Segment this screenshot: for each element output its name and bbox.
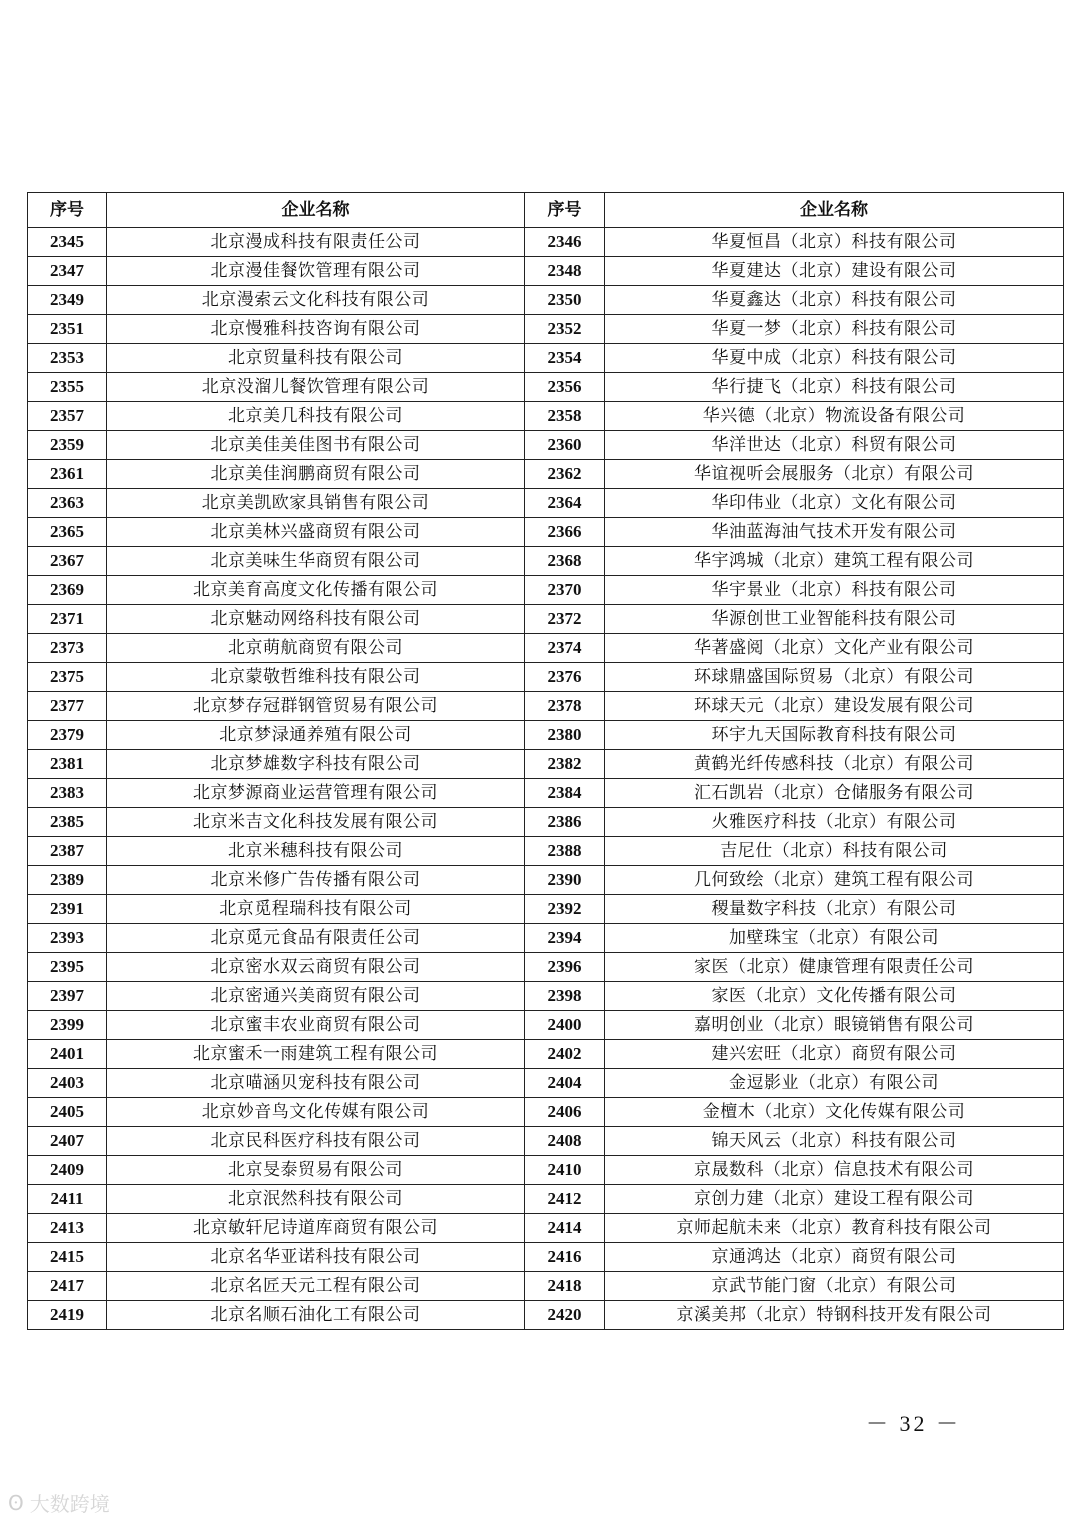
serial-right-cell: 2374 xyxy=(525,634,605,663)
company-left-cell: 北京梦渌通养殖有限公司 xyxy=(107,721,525,750)
table-row xyxy=(28,605,1064,634)
company-left-cell: 北京美几科技有限公司 xyxy=(107,402,525,431)
serial-right-cell: 2366 xyxy=(525,518,605,547)
serial-left-cell: 2403 xyxy=(28,1069,107,1098)
serial-left-cell: 2351 xyxy=(28,315,107,344)
serial-left-cell: 2395 xyxy=(28,953,107,982)
serial-right-cell: 2404 xyxy=(525,1069,605,1098)
company-left-cell: 北京美味生华商贸有限公司 xyxy=(107,547,525,576)
company-left-cell: 北京名匠天元工程有限公司 xyxy=(107,1272,525,1301)
company-right-cell: 家医（北京）健康管理有限责任公司 xyxy=(605,953,1064,982)
table-row xyxy=(28,431,1064,460)
company-right-cell: 火雅医疗科技（北京）有限公司 xyxy=(605,808,1064,837)
table-row xyxy=(28,982,1064,1011)
serial-right-cell: 2414 xyxy=(525,1214,605,1243)
serial-right-cell: 2350 xyxy=(525,286,605,315)
serial-left-cell: 2419 xyxy=(28,1301,107,1330)
company-right-cell: 环球天元（北京）建设发展有限公司 xyxy=(605,692,1064,721)
company-left-cell: 北京美林兴盛商贸有限公司 xyxy=(107,518,525,547)
serial-left-cell: 2381 xyxy=(28,750,107,779)
company-right-cell: 华印伟业（北京）文化有限公司 xyxy=(605,489,1064,518)
serial-right-cell: 2416 xyxy=(525,1243,605,1272)
table-row xyxy=(28,808,1064,837)
table-row xyxy=(28,779,1064,808)
table-row xyxy=(28,1156,1064,1185)
company-left-cell: 北京美佳润鹏商贸有限公司 xyxy=(107,460,525,489)
serial-left-cell: 2377 xyxy=(28,692,107,721)
serial-left-cell: 2387 xyxy=(28,837,107,866)
company-right-cell: 稷量数字科技（北京）有限公司 xyxy=(605,895,1064,924)
serial-left-cell: 2353 xyxy=(28,344,107,373)
table-row xyxy=(28,1272,1064,1301)
company-right-cell: 建兴宏旺（北京）商贸有限公司 xyxy=(605,1040,1064,1069)
table-row xyxy=(28,721,1064,750)
serial-left-cell: 2371 xyxy=(28,605,107,634)
serial-left-cell: 2349 xyxy=(28,286,107,315)
serial-right-cell: 2368 xyxy=(525,547,605,576)
serial-left-cell: 2361 xyxy=(28,460,107,489)
company-left-cell: 北京名顺石油化工有限公司 xyxy=(107,1301,525,1330)
company-right-cell: 华源创世工业智能科技有限公司 xyxy=(605,605,1064,634)
table-row xyxy=(28,924,1064,953)
serial-left-cell: 2413 xyxy=(28,1214,107,1243)
weibo-logo-icon: ʘ xyxy=(8,1490,24,1515)
table-row xyxy=(28,402,1064,431)
company-right-cell: 金檀木（北京）文化传媒有限公司 xyxy=(605,1098,1064,1127)
table-row xyxy=(28,1098,1064,1127)
table-row xyxy=(28,866,1064,895)
serial-right-cell: 2346 xyxy=(525,228,605,257)
company-right-cell: 锦天风云（北京）科技有限公司 xyxy=(605,1127,1064,1156)
company-right-cell: 华兴德（北京）物流设备有限公司 xyxy=(605,402,1064,431)
serial-right-cell: 2386 xyxy=(525,808,605,837)
table-row xyxy=(28,692,1064,721)
company-right-cell: 京师起航未来（北京）教育科技有限公司 xyxy=(605,1214,1064,1243)
header-serial-right: 序号 xyxy=(525,193,605,228)
serial-left-cell: 2417 xyxy=(28,1272,107,1301)
page-number: － 32 － xyxy=(866,1411,962,1436)
serial-right-cell: 2384 xyxy=(525,779,605,808)
company-left-cell: 北京没溜儿餐饮管理有限公司 xyxy=(107,373,525,402)
company-left-cell: 北京漫佳餐饮管理有限公司 xyxy=(107,257,525,286)
table-row xyxy=(28,1069,1064,1098)
serial-left-cell: 2383 xyxy=(28,779,107,808)
serial-right-cell: 2400 xyxy=(525,1011,605,1040)
table-row xyxy=(28,576,1064,605)
table-row xyxy=(28,837,1064,866)
table-row xyxy=(28,315,1064,344)
company-right-cell: 华谊视听会展服务（北京）有限公司 xyxy=(605,460,1064,489)
table-row xyxy=(28,663,1064,692)
company-right-cell: 嘉明创业（北京）眼镜销售有限公司 xyxy=(605,1011,1064,1040)
serial-right-cell: 2364 xyxy=(525,489,605,518)
company-right-cell: 华夏中成（北京）科技有限公司 xyxy=(605,344,1064,373)
company-right-cell: 环宇九天国际教育科技有限公司 xyxy=(605,721,1064,750)
serial-left-cell: 2357 xyxy=(28,402,107,431)
serial-right-cell: 2392 xyxy=(525,895,605,924)
table-row xyxy=(28,1040,1064,1069)
table-header-row xyxy=(28,193,1064,228)
company-left-cell: 北京密水双云商贸有限公司 xyxy=(107,953,525,982)
serial-right-cell: 2390 xyxy=(525,866,605,895)
serial-right-cell: 2352 xyxy=(525,315,605,344)
serial-right-cell: 2362 xyxy=(525,460,605,489)
company-left-cell: 北京漫成科技有限责任公司 xyxy=(107,228,525,257)
company-left-cell: 北京米吉文化科技发展有限公司 xyxy=(107,808,525,837)
serial-left-cell: 2379 xyxy=(28,721,107,750)
serial-left-cell: 2385 xyxy=(28,808,107,837)
company-right-cell: 华夏鑫达（北京）科技有限公司 xyxy=(605,286,1064,315)
table-row xyxy=(28,1011,1064,1040)
serial-left-cell: 2407 xyxy=(28,1127,107,1156)
company-left-cell: 北京漫索云文化科技有限公司 xyxy=(107,286,525,315)
company-right-cell: 加壁珠宝（北京）有限公司 xyxy=(605,924,1064,953)
serial-right-cell: 2420 xyxy=(525,1301,605,1330)
serial-right-cell: 2372 xyxy=(525,605,605,634)
company-left-cell: 北京梦雄数字科技有限公司 xyxy=(107,750,525,779)
serial-right-cell: 2380 xyxy=(525,721,605,750)
serial-left-cell: 2389 xyxy=(28,866,107,895)
table-row xyxy=(28,1214,1064,1243)
serial-right-cell: 2398 xyxy=(525,982,605,1011)
company-left-cell: 北京觅程瑞科技有限公司 xyxy=(107,895,525,924)
serial-right-cell: 2402 xyxy=(525,1040,605,1069)
serial-right-cell: 2396 xyxy=(525,953,605,982)
company-left-cell: 北京旻泰贸易有限公司 xyxy=(107,1156,525,1185)
table-row xyxy=(28,286,1064,315)
serial-left-cell: 2359 xyxy=(28,431,107,460)
company-left-cell: 北京蜜丰农业商贸有限公司 xyxy=(107,1011,525,1040)
table-row xyxy=(28,257,1064,286)
serial-right-cell: 2412 xyxy=(525,1185,605,1214)
company-left-cell: 北京美凯欧家具销售有限公司 xyxy=(107,489,525,518)
company-left-cell: 北京梦存冠群钢管贸易有限公司 xyxy=(107,692,525,721)
company-right-cell: 华油蓝海油气技术开发有限公司 xyxy=(605,518,1064,547)
serial-right-cell: 2410 xyxy=(525,1156,605,1185)
company-right-cell: 京通鸿达（北京）商贸有限公司 xyxy=(605,1243,1064,1272)
serial-left-cell: 2397 xyxy=(28,982,107,1011)
serial-left-cell: 2369 xyxy=(28,576,107,605)
company-left-cell: 北京民科医疗科技有限公司 xyxy=(107,1127,525,1156)
serial-right-cell: 2388 xyxy=(525,837,605,866)
serial-right-cell: 2382 xyxy=(525,750,605,779)
serial-right-cell: 2360 xyxy=(525,431,605,460)
table-row xyxy=(28,895,1064,924)
company-left-cell: 北京密通兴美商贸有限公司 xyxy=(107,982,525,1011)
table-row xyxy=(28,634,1064,663)
company-left-cell: 北京蜜禾一雨建筑工程有限公司 xyxy=(107,1040,525,1069)
table-row xyxy=(28,460,1064,489)
company-right-cell: 京晟数科（北京）信息技术有限公司 xyxy=(605,1156,1064,1185)
table-row xyxy=(28,228,1064,257)
serial-left-cell: 2345 xyxy=(28,228,107,257)
serial-right-cell: 2370 xyxy=(525,576,605,605)
table-row xyxy=(28,547,1064,576)
table-row xyxy=(28,953,1064,982)
serial-right-cell: 2394 xyxy=(525,924,605,953)
table-row xyxy=(28,373,1064,402)
serial-left-cell: 2405 xyxy=(28,1098,107,1127)
header-serial-left: 序号 xyxy=(28,193,107,228)
company-right-cell: 汇石凯岩（北京）仓储服务有限公司 xyxy=(605,779,1064,808)
serial-left-cell: 2375 xyxy=(28,663,107,692)
company-left-cell: 北京魅动网络科技有限公司 xyxy=(107,605,525,634)
serial-left-cell: 2347 xyxy=(28,257,107,286)
company-right-cell: 几何致绘（北京）建筑工程有限公司 xyxy=(605,866,1064,895)
serial-right-cell: 2408 xyxy=(525,1127,605,1156)
company-right-cell: 华宇景业（北京）科技有限公司 xyxy=(605,576,1064,605)
company-left-cell: 北京美佳美佳图书有限公司 xyxy=(107,431,525,460)
serial-left-cell: 2365 xyxy=(28,518,107,547)
serial-left-cell: 2363 xyxy=(28,489,107,518)
company-left-cell: 北京喵涵贝宠科技有限公司 xyxy=(107,1069,525,1098)
company-right-cell: 金逗影业（北京）有限公司 xyxy=(605,1069,1064,1098)
company-left-cell: 北京敏轩尼诗道库商贸有限公司 xyxy=(107,1214,525,1243)
company-right-cell: 京溪美邦（北京）特钢科技开发有限公司 xyxy=(605,1301,1064,1330)
company-right-cell: 华著盛阅（北京）文化产业有限公司 xyxy=(605,634,1064,663)
serial-right-cell: 2418 xyxy=(525,1272,605,1301)
company-left-cell: 北京泯然科技有限公司 xyxy=(107,1185,525,1214)
serial-right-cell: 2348 xyxy=(525,257,605,286)
company-right-cell: 京武节能门窗（北京）有限公司 xyxy=(605,1272,1064,1301)
company-right-cell: 华夏建达（北京）建设有限公司 xyxy=(605,257,1064,286)
company-right-cell: 吉尼仕（北京）科技有限公司 xyxy=(605,837,1064,866)
company-right-cell: 家医（北京）文化传播有限公司 xyxy=(605,982,1064,1011)
company-left-cell: 北京美育高度文化传播有限公司 xyxy=(107,576,525,605)
company-right-cell: 华夏一梦（北京）科技有限公司 xyxy=(605,315,1064,344)
company-left-cell: 北京米穗科技有限公司 xyxy=(107,837,525,866)
header-company-right: 企业名称 xyxy=(605,193,1064,228)
company-right-cell: 华宇鸿城（北京）建筑工程有限公司 xyxy=(605,547,1064,576)
serial-right-cell: 2376 xyxy=(525,663,605,692)
watermark xyxy=(8,1488,110,1517)
serial-left-cell: 2355 xyxy=(28,373,107,402)
serial-right-cell: 2406 xyxy=(525,1098,605,1127)
serial-left-cell: 2409 xyxy=(28,1156,107,1185)
watermark-text: 大数跨境 xyxy=(29,1492,110,1516)
serial-right-cell: 2356 xyxy=(525,373,605,402)
serial-left-cell: 2393 xyxy=(28,924,107,953)
company-right-cell: 京创力建（北京）建设工程有限公司 xyxy=(605,1185,1064,1214)
table-row xyxy=(28,489,1064,518)
table-row xyxy=(28,518,1064,547)
table-row xyxy=(28,1127,1064,1156)
serial-left-cell: 2399 xyxy=(28,1011,107,1040)
serial-left-cell: 2373 xyxy=(28,634,107,663)
company-left-cell: 北京萌航商贸有限公司 xyxy=(107,634,525,663)
table-row xyxy=(28,750,1064,779)
company-right-cell: 华夏恒昌（北京）科技有限公司 xyxy=(605,228,1064,257)
company-right-cell: 黄鹤光纤传感科技（北京）有限公司 xyxy=(605,750,1064,779)
table-row xyxy=(28,1301,1064,1330)
serial-right-cell: 2358 xyxy=(525,402,605,431)
table-row xyxy=(28,1243,1064,1272)
company-right-cell: 华洋世达（北京）科贸有限公司 xyxy=(605,431,1064,460)
company-left-cell: 北京蒙敬哲维科技有限公司 xyxy=(107,663,525,692)
serial-left-cell: 2391 xyxy=(28,895,107,924)
serial-left-cell: 2415 xyxy=(28,1243,107,1272)
serial-left-cell: 2411 xyxy=(28,1185,107,1214)
company-left-cell: 北京名华亚诺科技有限公司 xyxy=(107,1243,525,1272)
company-list-table xyxy=(27,192,1064,1330)
serial-right-cell: 2378 xyxy=(525,692,605,721)
header-company-left: 企业名称 xyxy=(107,193,525,228)
company-right-cell: 华行捷飞（北京）科技有限公司 xyxy=(605,373,1064,402)
serial-left-cell: 2367 xyxy=(28,547,107,576)
table-row xyxy=(28,344,1064,373)
company-left-cell: 北京贸量科技有限公司 xyxy=(107,344,525,373)
company-left-cell: 北京妙音鸟文化传媒有限公司 xyxy=(107,1098,525,1127)
company-left-cell: 北京觅元食品有限责任公司 xyxy=(107,924,525,953)
table-row xyxy=(28,1185,1064,1214)
serial-left-cell: 2401 xyxy=(28,1040,107,1069)
company-left-cell: 北京梦源商业运营管理有限公司 xyxy=(107,779,525,808)
company-right-cell: 环球鼎盛国际贸易（北京）有限公司 xyxy=(605,663,1064,692)
serial-right-cell: 2354 xyxy=(525,344,605,373)
company-left-cell: 北京米修广告传播有限公司 xyxy=(107,866,525,895)
company-left-cell: 北京慢雅科技咨询有限公司 xyxy=(107,315,525,344)
